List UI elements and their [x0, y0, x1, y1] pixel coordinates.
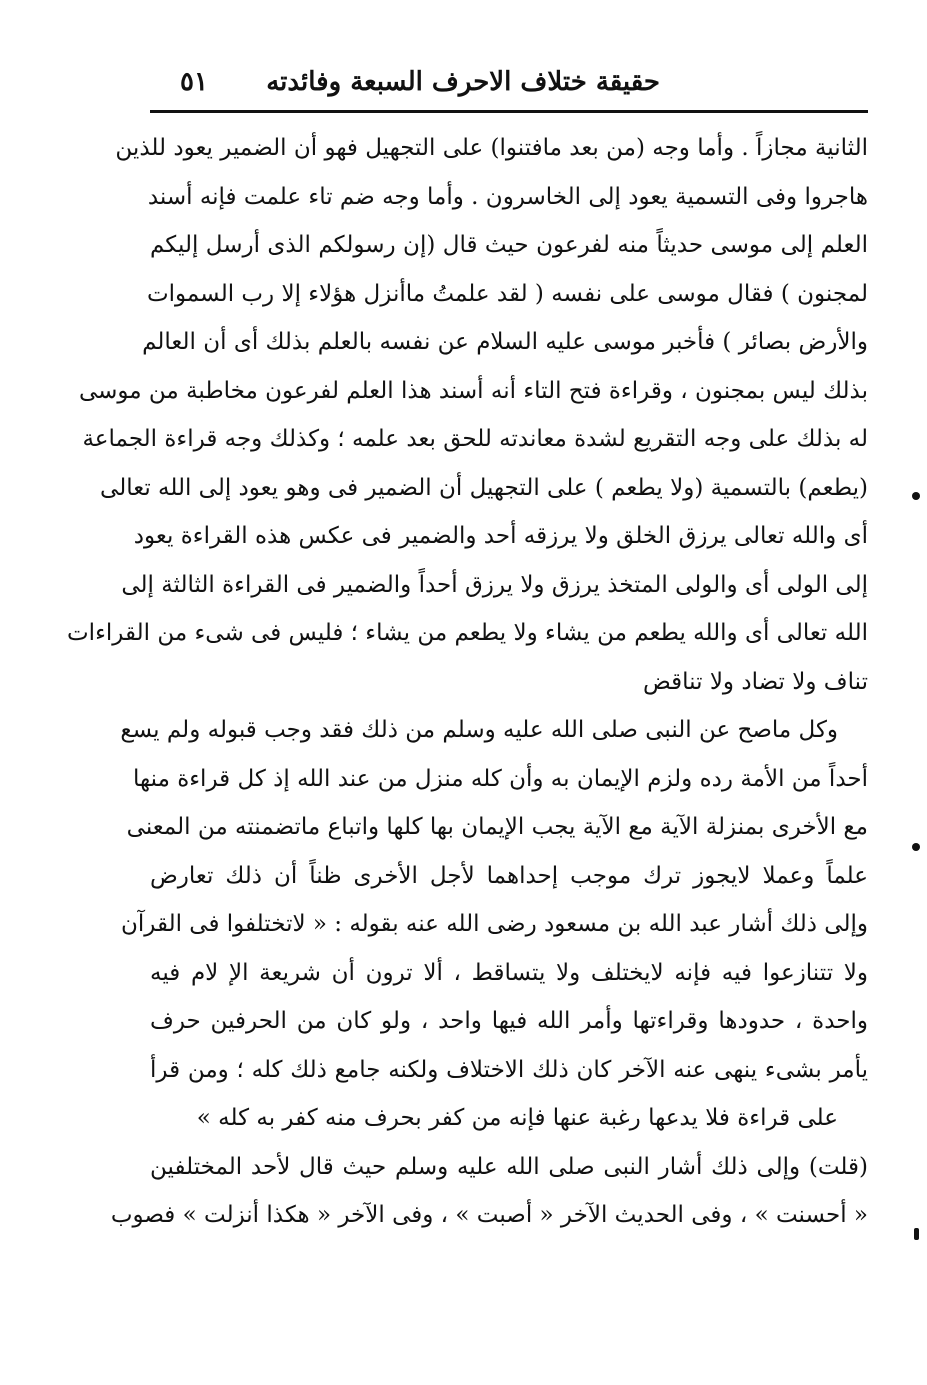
text-line: مع الأخرى بمنزلة الآية مع الآية يجب الإيمان بها كلها واتباع ماتضمنته من المعنى	[126, 814, 868, 840]
margin-mark	[912, 843, 920, 851]
text-line: على قراءة فلا يدعها رغبة عنها فإنه من كفر بحرف منه كفر به كله »	[196, 1105, 838, 1131]
text-line: علماً وعملا لايجوز ترك موجب إحداهما لأجل الأخرى ظناً أن ذلك تعارض	[150, 862, 868, 889]
body-text	[67, 124, 868, 1240]
text-line: (قلت) وإلى ذلك أشار النبى صلى الله عليه وسلم حيث قال لأحد المختلفين	[150, 1153, 868, 1180]
text-line: واحدة ، حدودها وقراءتها وأمر الله فيها واحد ، ولو كان من الحرفين حرف	[150, 1008, 868, 1034]
margin-mark	[914, 1228, 919, 1240]
text-line: العلم إلى موسى حديثاً منه لفرعون حيث قال (إن رسولكم الذى أرسل إليكم	[150, 232, 868, 258]
text-line: إلى الولى أى والولى المتخذ يرزق ولا يرزق أحداً والضمير فى القراءة الثالثة إلى	[121, 571, 868, 598]
text-line: أحداً من الأمة رده ولزم الإيمان به وأن كله منزل من عند الله إذ كل قراءة منها	[133, 765, 868, 792]
page-header	[150, 62, 870, 102]
text-line: ولا تتنازعوا فيه فإنه لايختلف ولا يتساقط ، ألا ترون أن شريعة الإ لام فيه	[150, 959, 868, 986]
text-line: بذلك ليس بمجنون ، وقراءة فتح التاء أنه أسند هذا العلم لفرعون مخاطبة من موسى	[78, 377, 868, 404]
text-line: تناف ولا تضاد ولا تناقض	[642, 668, 868, 695]
text-line: والأرض بصائر ) فأخبر موسى عليه السلام عن نفسه بالعلم بذلك أى أن العالم	[142, 329, 868, 355]
running-title: حقيقة ختلاف الاحرف السبعة وفائدته	[266, 67, 660, 97]
text-line: (يطعم) بالتسمية (ولا يطعم ) على التجهيل أن الضمير فى وهو يعود إلى الله تعالى	[100, 474, 868, 501]
text-line: الثانية مجازاً . وأما وجه (من بعد مافتنوا) على التجهيل فهو أن الضمير يعود للذين	[115, 135, 868, 161]
header-rule	[150, 110, 868, 113]
text-line: وكل ماصح عن النبى صلى الله عليه وسلم من ذلك فقد وجب قبوله ولم يسع	[120, 717, 838, 743]
text-line: هاجروا وفى التسمية يعود إلى الخاسرون . وأما وجه ضم تاء علمت فإنه أسند	[147, 183, 868, 210]
margin-mark	[912, 492, 920, 500]
text-line: وإلى ذلك أشار عبد الله بن مسعود رضى الله عنه بقوله : « لاتختلفوا فى القرآن	[120, 911, 868, 937]
text-line: له بذلك على وجه التقريع لشدة معاندته للحق بعد علمه ؛ وكذلك وجه قراءة الجماعة	[82, 426, 868, 452]
page-number: ٥١	[180, 67, 208, 97]
text-line: « أحسنت » ، وفى الحديث الآخر « أصبت » ، وفى الآخر « هكذا أنزلت » فصوب	[110, 1202, 868, 1228]
text-line: لمجنون ) فقال موسى على نفسه ( لقد علمتُ ماأنزل هؤلاء إلا رب السموات	[146, 280, 868, 307]
text-line: أى والله تعالى يرزق الخلق ولا يرزقه أحد والضمير فى عكس هذه القراءة يعود	[133, 523, 868, 549]
text-line: الله تعالى أى والله يطعم من يشاء ولا يطعم من يشاء ؛ فليس فى شىء من القراءات	[67, 620, 868, 646]
text-line: يأمر بشىء ينهى عنه الآخر كان ذلك الاختلاف ولكنه جامع ذلك كله ؛ ومن قرأ	[150, 1056, 868, 1083]
